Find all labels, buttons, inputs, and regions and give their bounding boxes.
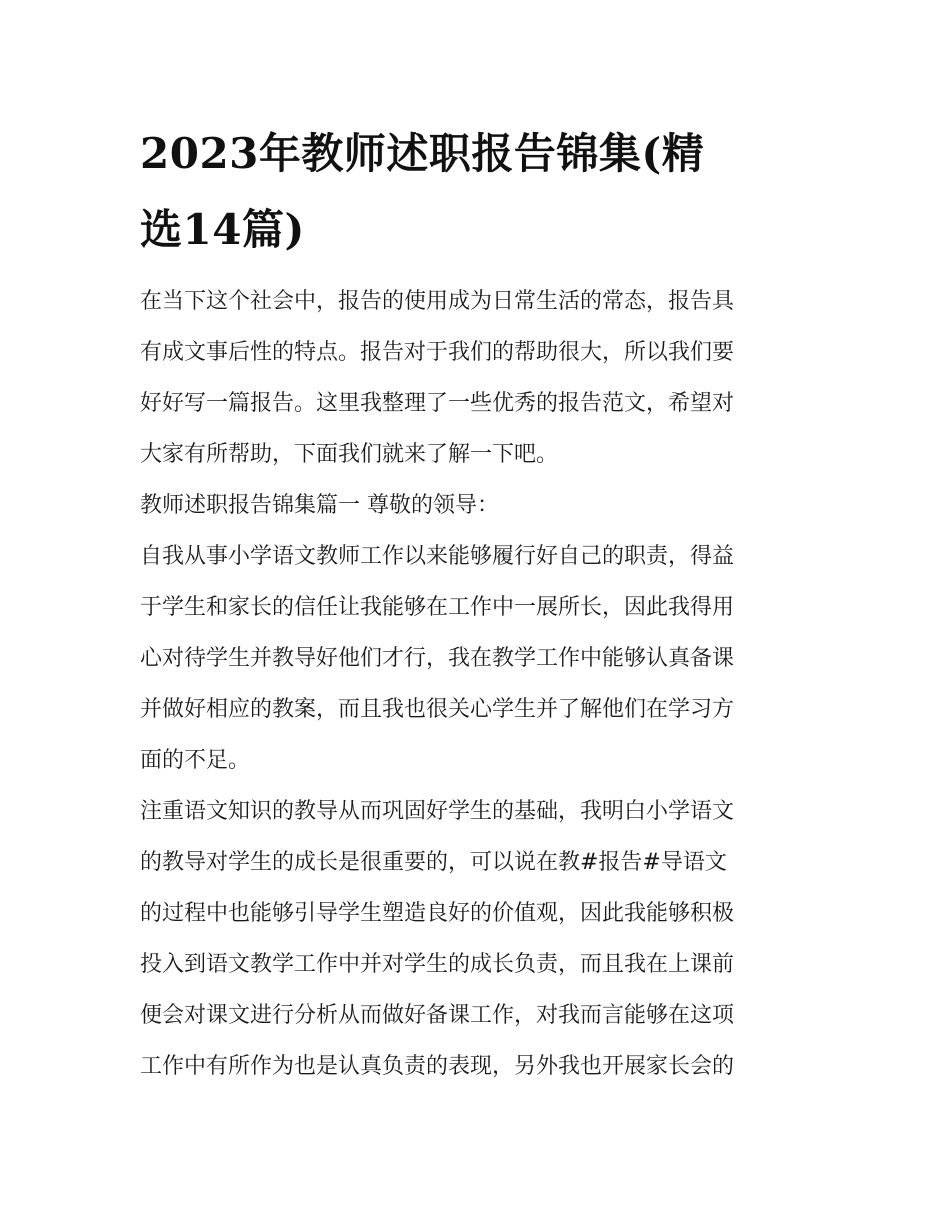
body-line: 心对待学生并教导好他们才行，我在教学工作中能够认真备课 [140, 646, 735, 671]
body-line: 便会对课文进行分析从而做好备课工作，对我而言能够在这项 [140, 1003, 735, 1028]
document-body [140, 276, 820, 1092]
body-line: 面的不足。 [140, 748, 251, 773]
body-line: 于学生和家长的信任让我能够在工作中一展所长，因此我得用 [140, 595, 735, 620]
body-line: 并做好相应的教案，而且我也很关心学生并了解他们在学习方 [140, 697, 735, 722]
body-line: 的过程中也能够引导学生塑造良好的价值观，因此我能够积极 [140, 901, 735, 926]
body-line: 工作中有所作为也是认真负责的表现，另外我也开展家长会的 [140, 1054, 735, 1079]
body-line: 大家有所帮助，下面我们就来了解一下吧。 [140, 442, 559, 467]
title-line: 2023年教师述职报告锦集(精 [140, 129, 705, 178]
title-line: 选14篇) [140, 205, 305, 254]
body-line: 好好写一篇报告。这里我整理了一些优秀的报告范文，希望对 [140, 391, 735, 416]
body-line: 在当下这个社会中，报告的使用成为日常生活的常态，报告具 [140, 289, 735, 314]
body-line: 的教导对学生的成长是很重要的，可以说在教#报告#导语文 [140, 850, 727, 875]
document-title [140, 116, 820, 268]
section-heading: 教师述职报告锦集篇一 尊敬的领导： [140, 493, 499, 518]
body-line: 有成文事后性的特点。报告对于我们的帮助很大，所以我们要 [140, 340, 735, 365]
body-line: 注重语文知识的教导从而巩固好学生的基础，我明白小学语文 [140, 799, 735, 824]
body-line: 投入到语文教学工作中并对学生的成长负责，而且我在上课前 [140, 952, 735, 977]
body-line: 自我从事小学语文教师工作以来能够履行好自己的职责，得益 [140, 544, 735, 569]
